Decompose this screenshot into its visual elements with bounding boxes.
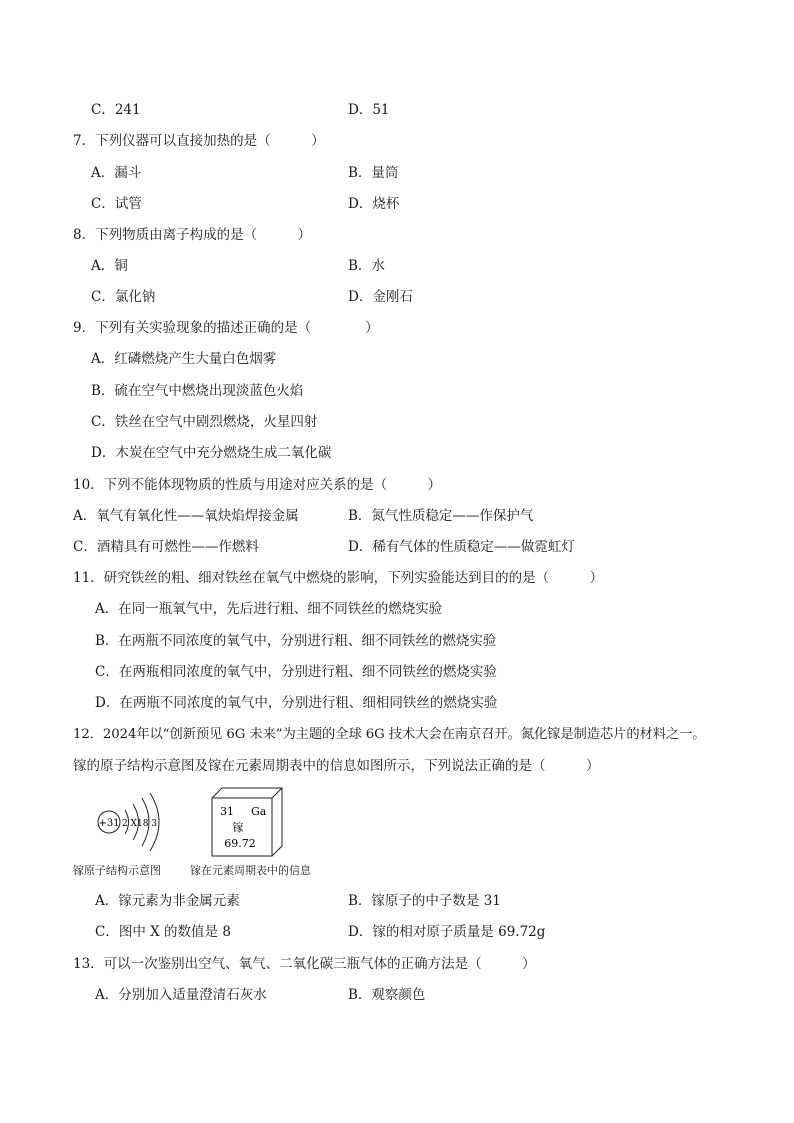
q13-stem: 13．可以一次鉴别出空气、氧气、二氧化碳三瓶气体的正确方法是（ ） [73,956,536,972]
q9-option-d: D．木炭在空气中充分燃烧生成二氧化碳 [91,445,332,461]
q8-option-d: D．金刚石 [348,289,413,305]
atom-diagram-caption: 镓原子结构示意图 [73,864,161,877]
gallium-atom-structure-diagram [92,790,172,852]
atomic-number: 31 [220,805,234,818]
nucleus-charge: +31 [98,818,120,829]
q11-option-b: B．在两瓶不同浓度的氧气中，分别进行粗、细不同铁丝的燃烧实验 [95,633,497,649]
element-name: 镓 [232,821,244,834]
q9-option-b: B．硫在空气中燃烧出现淡蓝色火焰 [91,383,304,399]
q7-stem: 7．下列仪器可以直接加热的是（ ） [73,133,325,149]
gallium-periodic-table-cell [208,786,288,858]
q7-option-c: C．试管 [91,196,142,212]
q12-stem-line2: 镓的原子结构示意图及镓在元素周期表中的信息如图所示，下列说法正确的是（ ） [73,758,600,774]
q11-stem: 11．研究铁丝的粗、细对铁丝在氧气中燃烧的影响，下列实验能达到目的的是（ ） [73,570,604,586]
q10-option-d: D．稀有气体的性质稳定——做霓虹灯 [348,539,575,555]
q7-option-a: A．漏斗 [91,165,142,181]
q6-option-d: D．51 [348,102,390,118]
q10-option-c: C．酒精具有可燃性——作燃料 [73,539,259,555]
q9-option-a: A．红磷燃烧产生大量白色烟雾 [91,351,277,367]
q9-option-c: C．铁丝在空气中剧烈燃烧，火星四射 [91,414,318,430]
q11-option-a: A．在同一瓶氧气中，先后进行粗、细不同铁丝的燃烧实验 [95,601,443,617]
q13-option-a: A．分别加入适量澄清石灰水 [95,987,267,1003]
q12-stem-line1: 12．2024年以“创新预见 6G 未来”为主题的全球 6G 技术大会在南京召开。氮化镓是制造芯片的材料之一。 [73,727,706,742]
q8-option-b: B．水 [348,258,385,274]
electron-shell-counts: 2 X18 3 [122,819,158,829]
element-symbol: Ga [251,805,267,818]
q12-option-a: A．镓元素为非金属元素 [95,893,240,909]
q12-option-d: D．镓的相对原子质量是 69.72g [348,924,546,940]
q8-option-a: A．铜 [91,258,128,274]
q7-option-d: D．烧杯 [348,196,400,212]
q12-option-c: C．图中 X 的数值是 8 [95,924,231,940]
q13-option-b: B．观察颜色 [348,987,426,1003]
q11-option-c: C．在两瓶相同浓度的氧气中，分别进行粗、细不同铁丝的燃烧实验 [95,664,497,680]
q10-stem: 10．下列不能体现物质的性质与用途对应关系的是（ ） [73,477,442,493]
q11-option-d: D．在两瓶不同浓度的氧气中，分别进行粗、细相同铁丝的燃烧实验 [95,695,498,711]
periodic-cell-caption: 镓在元素周期表中的信息 [190,864,311,877]
q9-stem: 9．下列有关实验现象的描述正确的是（ ） [73,320,379,336]
q8-stem: 8．下列物质由离子构成的是（ ） [73,227,312,243]
q12-option-b: B．镓原子的中子数是 31 [348,893,501,909]
q6-option-c: C．241 [91,102,141,118]
q10-option-a: A．氧气有氧化性——氧炔焰焊接金属 [73,508,299,524]
q8-option-c: C．氯化钠 [91,289,156,305]
q10-option-b: B．氮气性质稳定——作保护气 [348,508,534,524]
atomic-mass: 69.72 [224,837,256,850]
q7-option-b: B．量筒 [348,165,399,181]
